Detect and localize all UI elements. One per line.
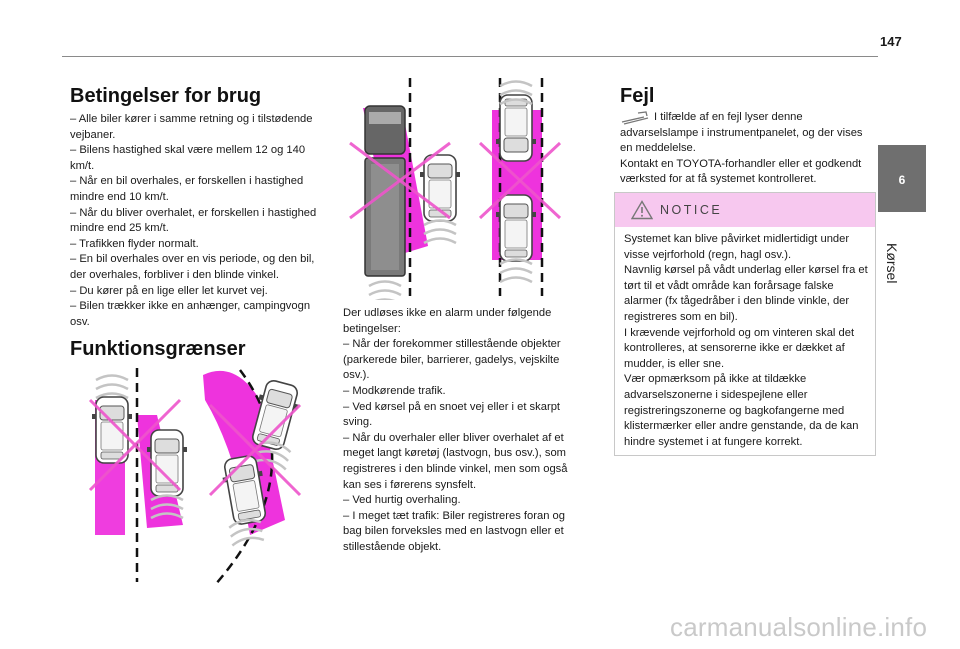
- list-item: – En bil overhales over en vis periode, og den bil, der overhales, forbliver i den blinde vinkel.: [70, 253, 315, 281]
- list-item: – Alle biler kører i samme retning og i tilstødende vejbaner.: [70, 113, 313, 141]
- notice-title: NOTICE: [660, 203, 723, 217]
- list-item: – Bilen trækker ikke en anhænger, campingvogn osv.: [70, 300, 311, 328]
- list-item: – Når du overhaler eller bliver overhalet af et meget langt køretøj (lastvogn, bus osv.), som registreres i den blinde vinkel, men som også kan ses i førerens synsfelt.: [343, 431, 568, 491]
- page-number: 147: [880, 34, 902, 49]
- list-item: – Ved hurtig overhaling.: [343, 494, 461, 507]
- conditions-list: [70, 112, 328, 330]
- watermark: carmanualsonline.info: [670, 612, 928, 642]
- list-item: – Trafikken flyder normalt.: [70, 237, 199, 250]
- list-item: – I meget tæt trafik: Biler registreres foran og bag bilen forveksles med en lastvogn eller et stillestående objekt.: [343, 509, 565, 553]
- limitations-illustration-middle: [340, 78, 580, 300]
- heading-limitations: Funktionsgrænser: [70, 338, 246, 360]
- notice-box: [614, 192, 876, 456]
- notice-text: [624, 232, 870, 450]
- warning-triangle-icon: [631, 200, 653, 220]
- list-item: – Når du bliver overhalet, er forskellen i hastighed mindre end 25 km/t.: [70, 206, 317, 235]
- chapter-title: Kørsel: [884, 243, 900, 284]
- paragraph: Systemet kan blive påvirket midlertidigt under visse vejrforhold (regn, hagl osv.).: [624, 233, 850, 261]
- paragraph: Der udløses ikke en alarm under følgende betingelser:: [343, 307, 552, 335]
- car-icon: [496, 95, 536, 161]
- heading-fault: Fejl: [620, 85, 655, 107]
- list-item: – Når der forekommer stillestående objekter (parkerede biler, barrierer, gadelys, vejskilte osv.).: [343, 338, 561, 382]
- list-item: – Ved kørsel på en snoet vej eller i et skarpt sving.: [343, 400, 561, 429]
- car-icon: [496, 195, 536, 261]
- paragraph: Vær opmærksom på ikke at tildække advarselszonerne i sidespejlene eller registreringszonerne og bagkofangerne med klistermærker eller andre genstande, da de kan hindre systemet i at fungere korrekt.: [624, 373, 859, 448]
- list-item: – Bilens hastighed skal være mellem 12 og 140 km/t.: [70, 144, 306, 172]
- paragraph: I tilfælde af en fejl lyser denne advarselslampe i instrumentpanelet, og der vises en meddelelse.: [620, 111, 863, 155]
- notice-header: [615, 193, 875, 227]
- paragraph: Kontakt en TOYOTA-forhandler eller et godkendt værksted for at få systemet kontrolleret.: [620, 157, 862, 186]
- limitations-text: [343, 306, 583, 556]
- limitations-illustration-left: [85, 360, 315, 590]
- list-item: – Du kører på en lige eller let kurvet vej.: [70, 284, 268, 297]
- fault-text: [620, 110, 875, 188]
- top-rule: [62, 56, 878, 57]
- list-item: – Modkørende trafik.: [343, 384, 446, 397]
- chapter-number: 6: [898, 173, 906, 187]
- paragraph: I krævende vejrforhold og om vinteren skal det kontrolleres, at sensorerne ikke er dækket af mudder, is eller sne.: [624, 326, 855, 370]
- heading-conditions: Betingelser for brug: [70, 85, 262, 107]
- paragraph: Navnlig kørsel på vådt underlag eller kørsel fra et tørt til et vådt område kan forårsage falske alarmer (fx tågedråber i den blinde vinkle, der registreres som en bil).: [624, 264, 868, 323]
- list-item: – Når en bil overhales, er forskellen i hastighed mindre end 10 km/t.: [70, 175, 304, 203]
- motion-trail-icon: [96, 376, 128, 399]
